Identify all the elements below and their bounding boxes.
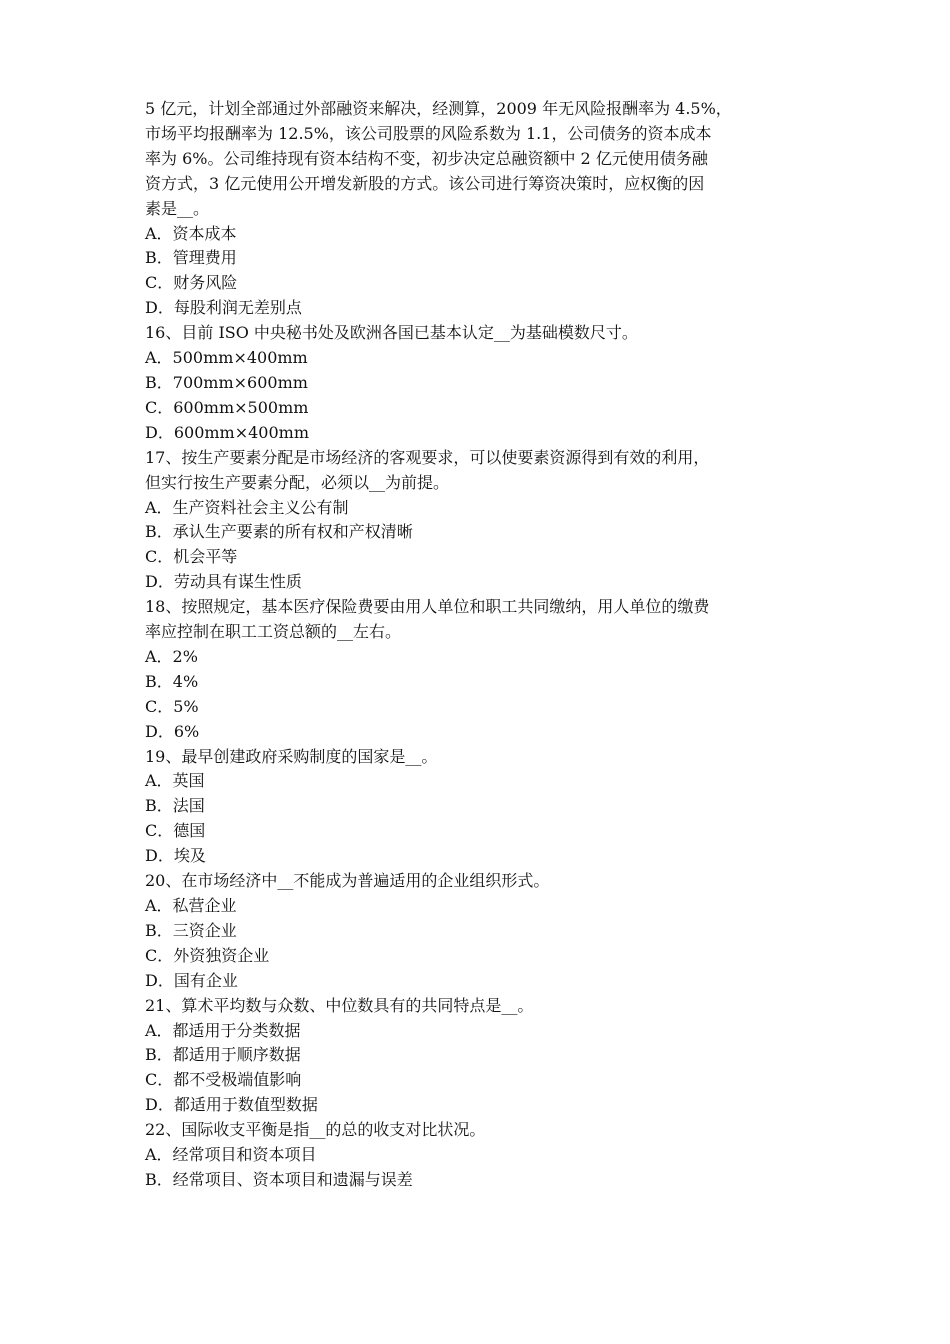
question-text-line: 5 亿元，计划全部通过外部融资来解决，经测算，2009 年无风险报酬率为 4.5%，	[145, 99, 732, 118]
option-c: C．5%	[145, 696, 199, 716]
option-c: C．都不受极端值影响	[145, 1070, 302, 1090]
question-19	[145, 745, 810, 870]
option-a: A．都适用于分类数据	[145, 1020, 301, 1040]
question-text-line: 16、目前 ISO 中央秘书处及欧洲各国已基本认定__为基础模数尺寸。	[145, 323, 638, 343]
option-b: B．管理费用	[145, 248, 237, 268]
question-22	[145, 1118, 810, 1193]
option-a: A．资本成本	[145, 223, 237, 243]
question-20	[145, 869, 810, 994]
option-d: D．埃及	[145, 846, 206, 866]
option-d: D．6%	[145, 721, 200, 741]
option-a: A．500mm×400mm	[145, 348, 308, 368]
question-text-line: 市场平均报酬率为 12.5%，该公司股票的风险系数为 1.1，公司债务的资本成本	[145, 123, 712, 143]
document-page	[145, 97, 810, 1193]
option-c: C．德国	[145, 821, 206, 841]
option-b: B．4%	[145, 671, 199, 691]
question-18	[145, 595, 810, 744]
question-15-continued	[145, 97, 810, 321]
option-b: B．法国	[145, 796, 205, 816]
option-b: B．都适用于顺序数据	[145, 1045, 301, 1065]
option-a: A．私营企业	[145, 896, 237, 915]
option-b: B．经常项目、资本项目和遗漏与误差	[145, 1169, 413, 1189]
option-a: A．英国	[145, 771, 205, 791]
question-text-line: 20、在市场经济中__不能成为普遍适用的企业组织形式。	[145, 871, 550, 891]
option-d: D．国有企业	[145, 970, 238, 990]
option-a: A．经常项目和资本项目	[145, 1145, 317, 1165]
option-d: D．劳动具有谋生性质	[145, 572, 302, 592]
option-d: D．600mm×400mm	[145, 422, 310, 442]
option-b: B．700mm×600mm	[145, 372, 308, 392]
option-b: B．承认生产要素的所有权和产权清晰	[145, 522, 413, 542]
question-17	[145, 446, 810, 595]
question-text-line: 但实行按生产要素分配，必须以__为前提。	[145, 472, 450, 492]
question-text-line: 22、国际收支平衡是指__的总的收支对比状况。	[145, 1120, 486, 1140]
question-21	[145, 994, 810, 1119]
question-text-line: 率应控制在职工工资总额的__左右。	[145, 622, 402, 642]
option-b: B．三资企业	[145, 920, 237, 940]
question-text-line: 21、算术平均数与众数、中位数具有的共同特点是__。	[145, 995, 534, 1015]
question-text-line: 素是__。	[145, 198, 210, 218]
question-16	[145, 321, 810, 446]
question-text-line: 17、按生产要素分配是市场经济的客观要求，可以使要素资源得到有效的利用，	[145, 447, 710, 467]
option-d: D．都适用于数值型数据	[145, 1095, 318, 1115]
question-text-line: 资方式，3 亿元使用公开增发新股的方式。该公司进行筹资决策时，应权衡的因	[145, 173, 705, 193]
option-a: A．2%	[145, 646, 198, 666]
option-c: C．财务风险	[145, 273, 238, 293]
option-d: D．每股利润无差别点	[145, 298, 302, 318]
question-text-line: 18、按照规定，基本医疗保险费要由用人单位和职工共同缴纳，用人单位的缴费	[145, 597, 710, 617]
option-c: C．外资独资企业	[145, 945, 270, 965]
question-text-line: 19、最早创建政府采购制度的国家是__。	[145, 746, 438, 766]
option-c: C．600mm×500mm	[145, 397, 309, 417]
question-text-line: 率为 6%。公司维持现有资本结构不变，初步决定总融资额中 2 亿元使用债务融	[145, 148, 708, 168]
option-a: A．生产资料社会主义公有制	[145, 497, 349, 517]
option-c: C．机会平等	[145, 547, 238, 567]
